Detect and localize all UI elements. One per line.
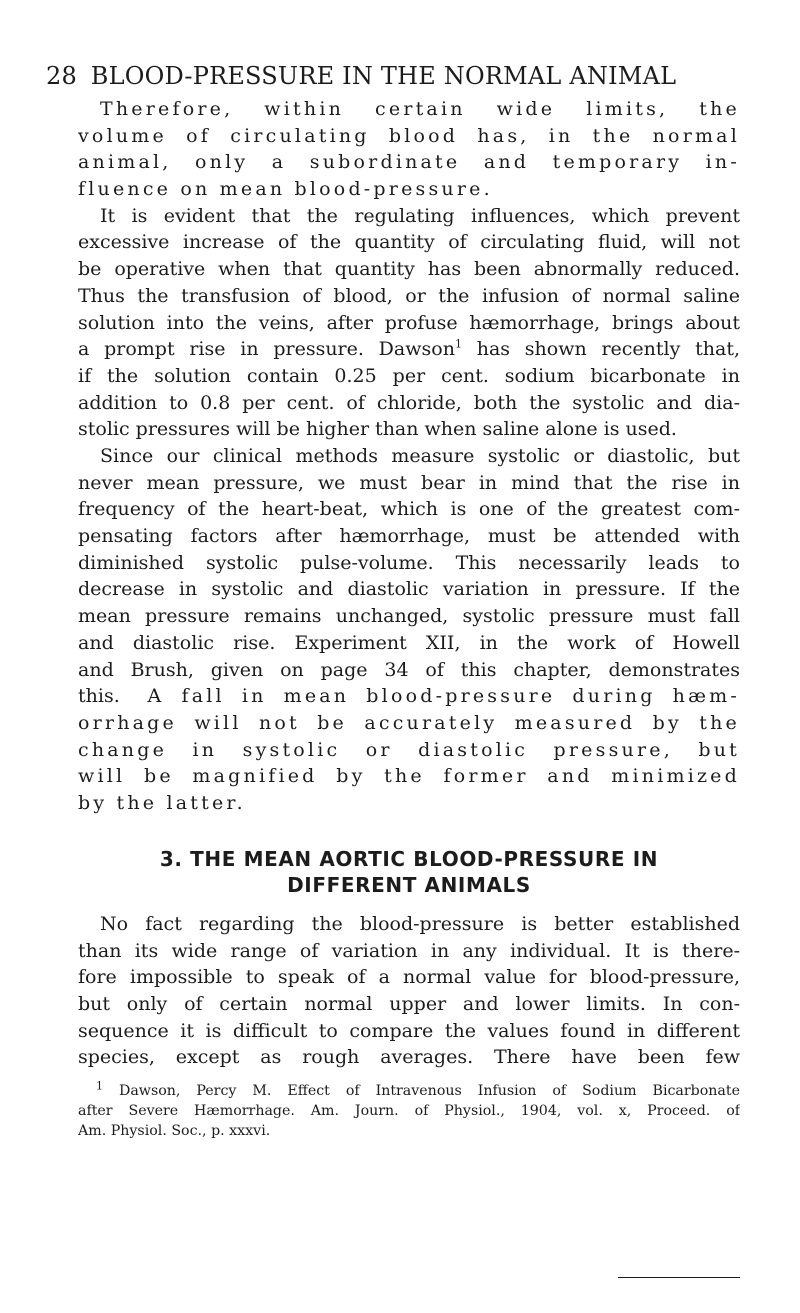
text-line-with-footnote-ref <box>78 336 740 363</box>
text-line: Since our clinical methods measure systolic or diastolic, but <box>100 445 740 467</box>
text-line: and diastolic rise. Experiment XII, in the work of Howell <box>78 631 740 654</box>
text-line: diminished systolic pulse-volume. This necessarily leads to <box>78 551 740 574</box>
text-line: solution into the veins, after profuse hæmorrhage, brings about <box>78 311 740 334</box>
footnote-reference[interactable]: 1 <box>454 337 462 351</box>
footnote-line: after Severe Hæmorrhage. Am. Journ. of Physiol., 1904, vol. x, Proceed. of <box>78 1103 740 1119</box>
text-line: frequency of the heart-beat, which is one of the greatest com- <box>78 498 740 521</box>
footnote-marker: 1 <box>96 1081 103 1093</box>
text-line: stolic pressures will be higher than when saline alone is used. <box>78 418 677 441</box>
paragraph-variation <box>78 911 740 1071</box>
text-line: excessive increase of the quantity of circulating fluid, will not <box>78 231 740 254</box>
emphasized-text: A fall in mean blood-pressure during hæm- <box>147 685 740 708</box>
text-segment: has shown recently that, <box>476 338 740 361</box>
footnote-line <box>78 1081 740 1101</box>
paragraph-conclusion <box>78 96 740 203</box>
text-line: species, except as rough averages. There have been few <box>78 1046 740 1069</box>
footnote <box>78 1081 740 1141</box>
running-head <box>46 61 746 91</box>
text-line: mean pressure remains unchanged, systolic pressure must fall <box>78 605 740 628</box>
text-segment: Dawson, Percy M. Effect of Intravenous Infusion of Sodium Bicarbonate <box>118 1083 740 1099</box>
text-line: animal, only a subordinate and temporary in- <box>78 151 740 174</box>
text-line: Thus the transfusion of blood, or the infusion of normal saline <box>78 284 740 307</box>
text-line: addition to 0.8 per cent. of chloride, both the systolic and dia- <box>78 391 740 414</box>
text-line: than its wide range of variation in any individual. It is there- <box>78 939 740 962</box>
text-line: volume of circulating blood has, in the normal <box>78 124 740 147</box>
text-segment: this. <box>78 685 120 708</box>
text-segment: a prompt rise in pressure. Dawson <box>78 338 455 361</box>
paragraph-clinical-methods <box>78 443 740 817</box>
text-line: by the latter. <box>78 791 246 814</box>
paragraph-transfusion <box>78 203 740 443</box>
text-line: No fact regarding the blood-pressure is better established <box>100 913 740 935</box>
section-heading-line: DIFFERENT ANIMALS <box>287 873 531 897</box>
text-line: decrease in systolic and diastolic variation in pressure. If the <box>78 578 740 601</box>
text-line: never mean pressure, we must bear in mind that the rise in <box>78 471 740 494</box>
text-line: pensating factors after hæmorrhage, must be attended with <box>78 525 740 548</box>
text-line: Therefore, within certain wide limits, the <box>100 98 740 120</box>
text-line: fore impossible to speak of a normal value for blood-pressure, <box>78 966 740 989</box>
text-line: but only of certain normal upper and lower limits. In con- <box>78 993 740 1016</box>
text-line: It is evident that the regulating influences, which prevent <box>100 204 740 227</box>
text-line: orrhage will not be accurately measured by the <box>78 711 740 734</box>
footnote-line: Am. Physiol. Soc., p. xxxvi. <box>78 1123 271 1139</box>
footnote-rule <box>618 1277 740 1278</box>
text-line: if the solution contain 0.25 per cent. sodium bicarbonate in <box>78 364 740 387</box>
text-line-mixed <box>78 683 740 710</box>
running-title: BLOOD-PRESSURE IN THE NORMAL ANIMAL <box>90 62 677 90</box>
section-heading <box>78 846 740 898</box>
text-line: sequence it is difficult to compare the values found in different <box>78 1019 740 1042</box>
section-heading-line: 3. THE MEAN AORTIC BLOOD-PRESSURE IN <box>159 847 659 871</box>
text-line: change in systolic or diastolic pressure, but <box>78 738 740 761</box>
text-line: be operative when that quantity has been abnormally reduced. <box>78 258 740 281</box>
page-number: 28 <box>46 62 77 90</box>
text-line: and Brush, given on page 34 of this chapter, demonstrates <box>78 658 740 681</box>
text-line: fluence on mean blood-pressure. <box>78 178 493 201</box>
text-line: will be magnified by the former and minimized <box>78 765 740 788</box>
